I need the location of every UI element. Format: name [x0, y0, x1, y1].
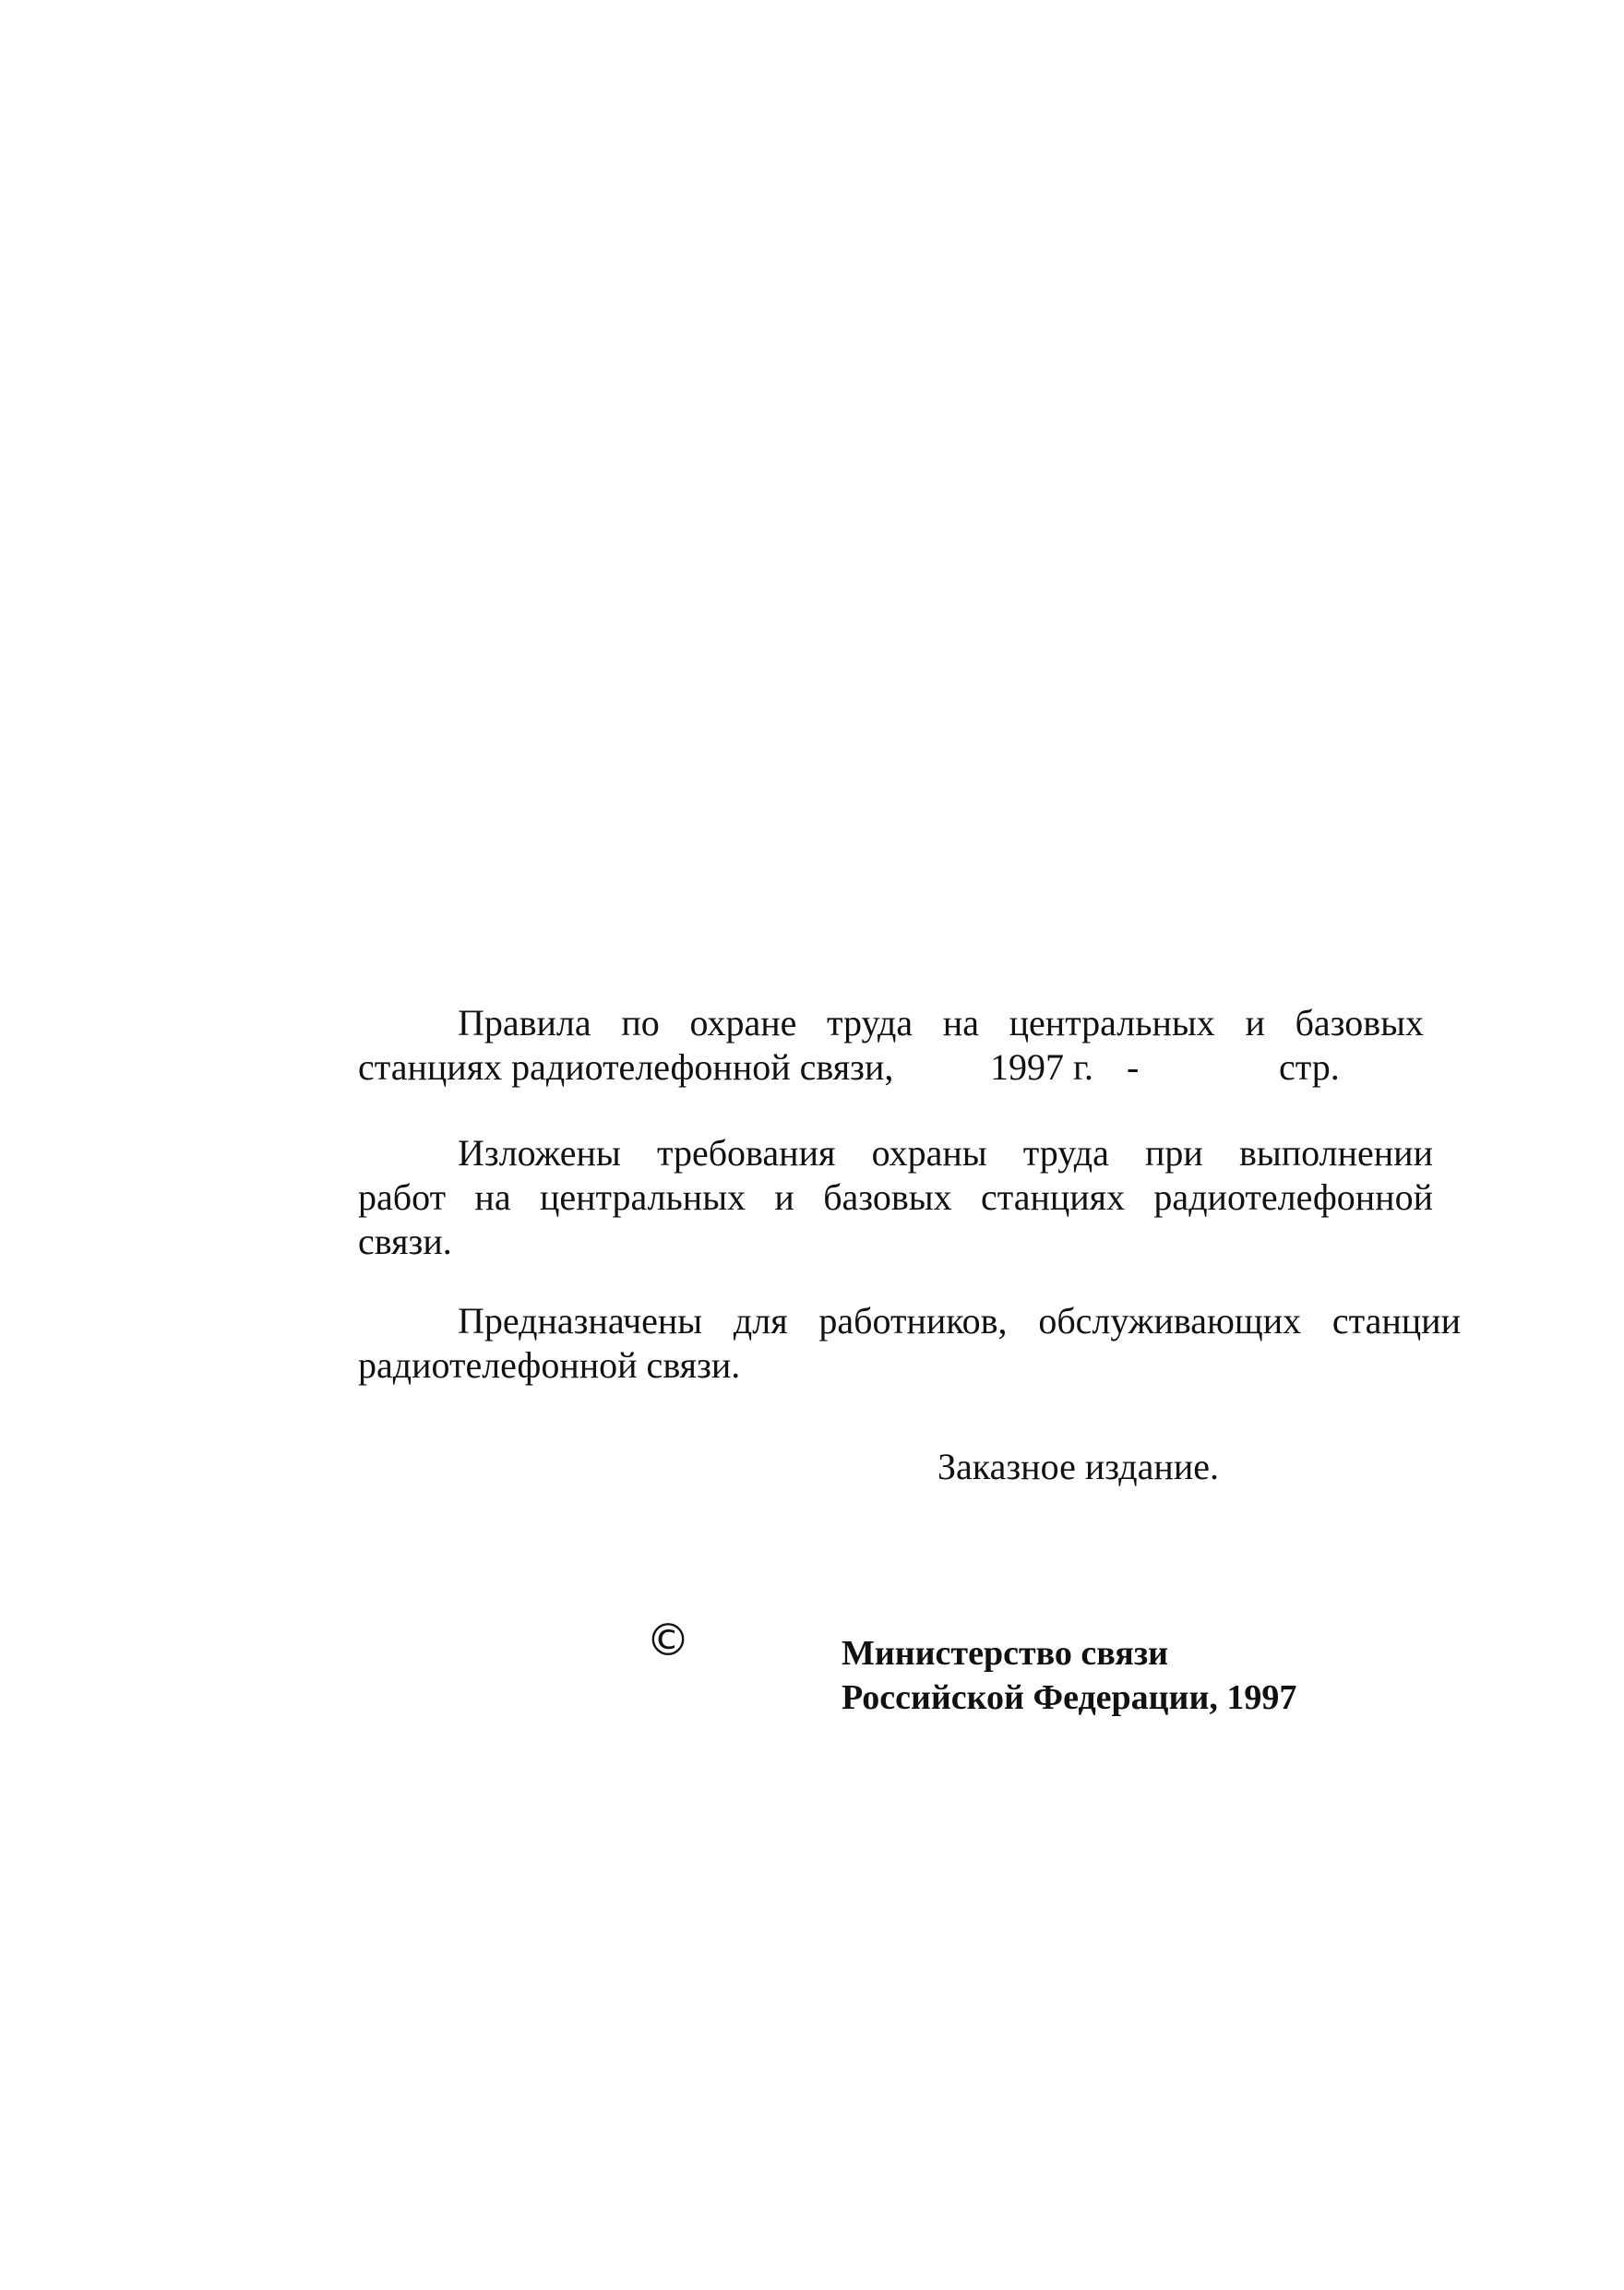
- audience-paragraph: [358, 1299, 1461, 1388]
- description-line-2: работ на центральных и базовых станциях радиотелефонной: [358, 1176, 1433, 1218]
- order-edition-note: Заказное издание.: [937, 1446, 1219, 1487]
- bibliography-line-2: [358, 1045, 1424, 1090]
- audience-line-1: Предназначены для работников, обслуживающих станции: [458, 1300, 1461, 1342]
- bibliography-year: 1997 г.: [990, 1046, 1093, 1088]
- publisher-block: [842, 1631, 1296, 1720]
- bibliography-dash: -: [1127, 1046, 1140, 1088]
- bibliography-line-1: Правила по охране труда на центральных и базовых: [458, 1002, 1424, 1044]
- copyright-icon: ©: [646, 1615, 690, 1666]
- description-line-1: Изложены требования охраны труда при выполнении: [458, 1132, 1433, 1174]
- bibliography-title-end: станциях радиотелефонной связи,: [358, 1046, 894, 1088]
- audience-line-2: радиотелефонной связи.: [358, 1344, 741, 1386]
- publisher-line-2: Российской Федерации, 1997: [842, 1678, 1297, 1717]
- description-line-3: связи.: [358, 1221, 452, 1262]
- publisher-line-1: Министерство связи: [842, 1634, 1168, 1673]
- bibliographic-note: [358, 1001, 1424, 1090]
- description-paragraph: [358, 1131, 1433, 1264]
- bibliography-pages: стр.: [1279, 1046, 1340, 1088]
